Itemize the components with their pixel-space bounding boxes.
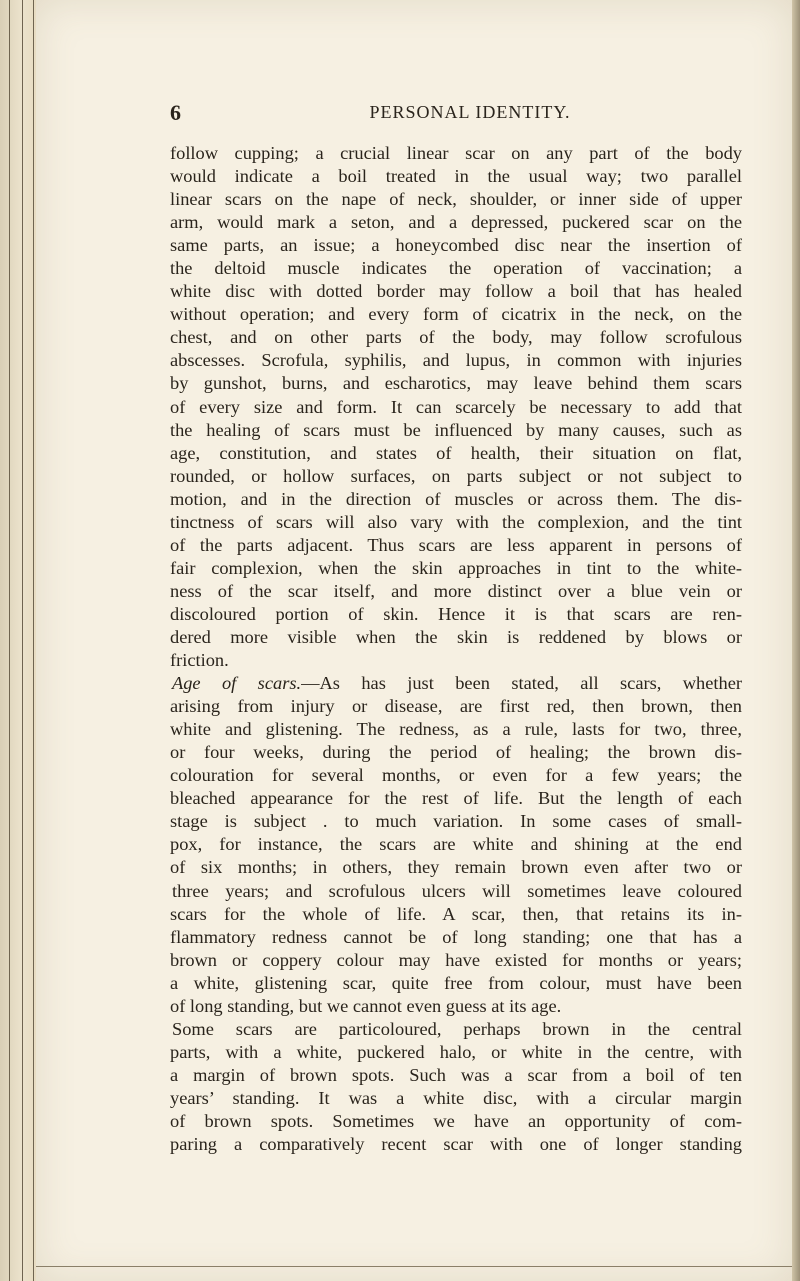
text-line: of every size and form. It can scarcely be necessary to add that xyxy=(170,396,742,417)
text-line: rounded, or hollow surfaces, on parts subject or not subject to xyxy=(170,465,742,486)
text-line xyxy=(170,672,742,695)
text-line: follow cupping; a crucial linear scar on any part of the body xyxy=(170,143,742,163)
gutter-rule xyxy=(33,0,34,1281)
text-line: colouration for several months, or even for a few years; the xyxy=(170,765,742,786)
text-line: chest, and on other parts of the body, may follow scrofulous xyxy=(170,327,742,348)
text-line: bleached appearance for the rest of life. But the length of each xyxy=(170,788,742,809)
text-line: years’ standing. It was a white disc, with a circular margin xyxy=(170,1087,742,1108)
text-line: white and glistening. The redness, as a rule, lasts for two, three, xyxy=(170,719,742,740)
text-line: ness of the scar itself, and more distinct over a blue vein or xyxy=(170,580,742,601)
text-line: or four weeks, during the period of healing; the brown dis- xyxy=(170,742,742,763)
text-line: pox, for instance, the scars are white and shining at the end xyxy=(170,834,742,855)
text-line: age, constitution, and states of health, their situation on flat, xyxy=(170,442,742,463)
text-line: tinctness of scars will also vary with the complexion, and the tint xyxy=(170,511,742,532)
text-line: of long standing, but we cannot even guess at its age. xyxy=(170,995,562,1016)
paragraph xyxy=(170,142,742,672)
text-line: by gunshot, burns, and escharotics, may leave behind them scars xyxy=(170,373,742,394)
text-line: the deltoid muscle indicates the operation of vaccination; a xyxy=(170,258,742,279)
text-line: fair complexion, when the skin approaches in tint to the white- xyxy=(170,557,742,578)
text-line: dered more visible when the skin is reddened by blows or xyxy=(170,626,742,647)
text-line: of brown spots. Sometimes we have an opportunity of com- xyxy=(170,1110,742,1131)
page-edge xyxy=(792,0,800,1281)
text-run: —As has just been stated, all scars, whether xyxy=(301,673,742,694)
text-line: the healing of scars must be influenced by many causes, such as xyxy=(170,419,742,440)
bottom-edge-rule xyxy=(36,1266,792,1267)
text-line: same parts, an issue; a honeycombed disc near the insertion of xyxy=(170,235,742,256)
page-number: 6 xyxy=(170,100,181,125)
text-line: paring a comparatively recent scar with one of longer standing xyxy=(170,1134,742,1155)
text-line: brown or coppery colour may have existed for months or years; xyxy=(170,949,742,970)
text-line: of six months; in others, they remain brown even after two or xyxy=(170,857,742,878)
section-lead-italic: Age of scars. xyxy=(172,673,302,694)
text-line: scars for the whole of life. A scar, then, that retains its in- xyxy=(170,903,742,924)
text-line: friction. xyxy=(170,650,229,671)
text-line: arising from injury or disease, are first red, then brown, then xyxy=(170,696,742,717)
text-line: three years; and scrofulous ulcers will sometimes leave coloured xyxy=(172,880,742,901)
page-header xyxy=(170,100,750,130)
text-line: parts, with a white, puckered halo, or white in the centre, with xyxy=(170,1041,742,1062)
binding-gutter xyxy=(0,0,36,1281)
text-line: white disc with dotted border may follow a boil that has healed xyxy=(170,281,742,302)
running-head: PERSONAL IDENTITY. xyxy=(369,102,571,122)
text-line: discoloured portion of skin. Hence it is that scars are ren- xyxy=(170,603,742,624)
text-line: motion, and in the direction of muscles or across them. The dis- xyxy=(170,488,742,509)
text-line: flammatory redness cannot be of long standing; one that has a xyxy=(170,926,742,947)
gutter-rule xyxy=(22,0,23,1281)
text-line: without operation; and every form of cicatrix in the neck, on the xyxy=(170,304,742,325)
text-line: stage is subject . to much variation. In some cases of small- xyxy=(170,811,742,832)
gutter-rule xyxy=(9,0,10,1281)
paragraph xyxy=(170,672,742,1018)
paragraph xyxy=(170,1018,742,1156)
text-line: abscesses. Scrofula, syphilis, and lupus, in common with injuries xyxy=(170,350,742,371)
body-text xyxy=(170,142,742,1156)
text-line: of the parts adjacent. Thus scars are less apparent in persons of xyxy=(170,534,742,555)
text-line: Some scars are particoloured, perhaps brown in the central xyxy=(172,1018,742,1039)
text-line: arm, would mark a seton, and a depressed, puckered scar on the xyxy=(170,212,742,233)
text-line: would indicate a boil treated in the usual way; two parallel xyxy=(170,166,742,187)
text-line: linear scars on the nape of neck, shoulder, or inner side of upper xyxy=(170,189,742,210)
text-line: a white, glistening scar, quite free from colour, must have been xyxy=(170,972,742,993)
text-line: a margin of brown spots. Such was a scar from a boil of ten xyxy=(170,1064,742,1085)
